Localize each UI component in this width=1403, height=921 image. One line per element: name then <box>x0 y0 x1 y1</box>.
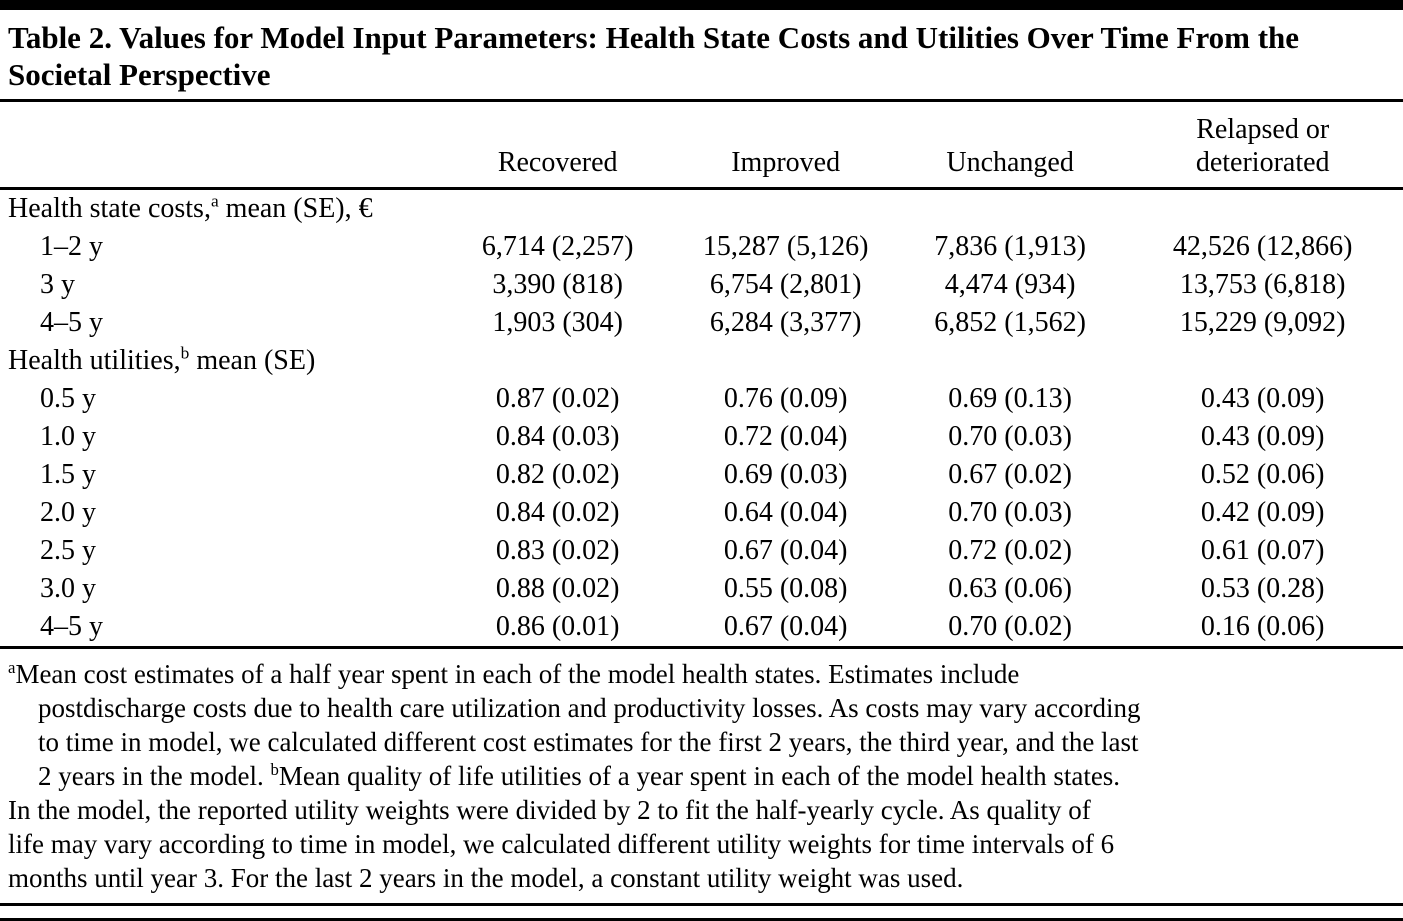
value-cell: 4,474 (934) <box>944 268 1076 300</box>
value-cell: 0.70 (0.03) <box>948 496 1072 528</box>
footnote-line: In the model, the reported utility weights were divided by 2 to fit the half-yearly cycle. As quality of <box>8 794 1091 825</box>
value-cell: 13,753 (6,818) <box>1179 268 1346 300</box>
value-cell: 0.88 (0.02) <box>495 572 620 604</box>
value-cell: 0.61 (0.07) <box>1200 534 1325 566</box>
value-cell: 0.43 (0.09) <box>1200 382 1325 414</box>
value-cell: 0.16 (0.06) <box>1200 610 1325 642</box>
value-cell: 6,714 (2,257) <box>481 230 634 262</box>
row-label: 1.0 y <box>40 420 96 452</box>
value-cell: 0.72 (0.04) <box>723 420 848 452</box>
table-row <box>0 228 1403 266</box>
value-cell: 15,229 (9,092) <box>1179 306 1346 338</box>
table-row <box>0 418 1403 456</box>
value-cell: 6,754 (2,801) <box>709 268 862 300</box>
row-label: 3 y <box>40 268 75 300</box>
value-cell: 0.86 (0.01) <box>495 610 620 642</box>
column-header-improved: Improved <box>673 102 897 188</box>
value-cell: 1,903 (304) <box>492 306 623 338</box>
row-label: 0.5 y <box>40 382 96 414</box>
column-header-unchanged: Unchanged <box>898 102 1122 188</box>
data-table <box>0 102 1403 648</box>
superscript-marker: b <box>270 759 279 779</box>
value-cell: 0.76 (0.09) <box>723 382 848 414</box>
table-title: Table 2. Values for Model Input Parameters: Health State Costs and Utilities Over Time From the Societal Perspective <box>8 20 1300 93</box>
section-header-row <box>0 188 1403 228</box>
value-cell: 3,390 (818) <box>492 268 623 300</box>
value-cell: 0.84 (0.03) <box>495 420 620 452</box>
value-cell: 0.43 (0.09) <box>1200 420 1325 452</box>
superscript-marker: a <box>8 657 16 677</box>
column-header-recovered: Recovered <box>442 102 673 188</box>
value-cell: 42,526 (12,866) <box>1172 230 1353 262</box>
value-cell: 0.52 (0.06) <box>1200 458 1325 490</box>
corner-cell <box>0 102 442 188</box>
section-header-label: Health state costs,$^a$ mean (SE), € <box>8 191 373 224</box>
value-cell: 7,836 (1,913) <box>934 230 1086 262</box>
value-cell: 0.63 (0.06) <box>948 572 1072 604</box>
row-label: 1–2 y <box>40 230 103 262</box>
value-cell: 0.72 (0.02) <box>948 534 1072 566</box>
table-row <box>0 532 1403 570</box>
table-row <box>0 494 1403 532</box>
footnote-line: 2 years in the model. $^b$Mean quality of life utilities of a year spent in each of the model health states. <box>38 759 1121 791</box>
value-cell: 0.84 (0.02) <box>495 496 620 528</box>
footnote-line: months until year 3. For the last 2 years in the model, a constant utility weight was used. <box>8 862 964 893</box>
section-header-label: Health utilities,$^b$ mean (SE) <box>8 343 316 376</box>
table-row <box>0 304 1403 342</box>
value-cell: 0.53 (0.28) <box>1200 572 1325 604</box>
superscript-marker: a <box>210 191 219 211</box>
header-row <box>0 102 1403 188</box>
value-cell: 0.67 (0.02) <box>948 458 1072 490</box>
table-row <box>0 266 1403 304</box>
row-label: 2.5 y <box>40 534 96 566</box>
value-cell: 6,852 (1,562) <box>934 306 1086 338</box>
table-footnote <box>0 649 1403 901</box>
table-row <box>0 456 1403 494</box>
row-label: 4–5 y <box>40 306 103 338</box>
row-label: 2.0 y <box>40 496 96 528</box>
value-cell: 0.69 (0.13) <box>948 382 1072 414</box>
value-cell: 0.87 (0.02) <box>495 382 620 414</box>
value-cell: 0.70 (0.03) <box>948 420 1072 452</box>
table-row <box>0 380 1403 418</box>
footnote-line: postdischarge costs due to health care utilization and productivity losses. As costs may vary according <box>38 692 1141 723</box>
footnote-line: to time in model, we calculated different cost estimates for the first 2 years, the third year, and the last <box>38 726 1139 757</box>
table-body <box>0 188 1403 647</box>
value-cell: 15,287 (5,126) <box>702 230 869 262</box>
value-cell: 0.55 (0.08) <box>723 572 848 604</box>
footnote-line: $^a$Mean cost estimates of a half year spent in each of the model health states. Estimates include <box>8 657 1020 689</box>
value-cell: 0.82 (0.02) <box>495 458 620 490</box>
footnote-rule <box>0 903 1403 906</box>
value-cell: 0.64 (0.04) <box>723 496 848 528</box>
value-cell: 0.42 (0.09) <box>1200 496 1325 528</box>
table-row <box>0 570 1403 608</box>
value-cell: 0.69 (0.03) <box>723 458 848 490</box>
row-label: 1.5 y <box>40 458 96 490</box>
value-cell: 0.67 (0.04) <box>723 610 848 642</box>
table-row <box>0 608 1403 648</box>
section-header-row <box>0 342 1403 380</box>
value-cell: 0.83 (0.02) <box>495 534 620 566</box>
value-cell: 6,284 (3,377) <box>709 306 862 338</box>
value-cell: 0.70 (0.02) <box>948 610 1072 642</box>
row-label: 4–5 y <box>40 610 103 642</box>
column-header-relapsed: Relapsed or deteriorated <box>1122 102 1403 188</box>
table-header <box>0 102 1403 188</box>
row-label: 3.0 y <box>40 572 96 604</box>
top-rule <box>0 0 1403 10</box>
superscript-marker: b <box>180 343 190 363</box>
value-cell: 0.67 (0.04) <box>723 534 848 566</box>
footnote-line: life may vary according to time in model, we calculated different utility weights for time intervals of 6 <box>8 828 1115 859</box>
